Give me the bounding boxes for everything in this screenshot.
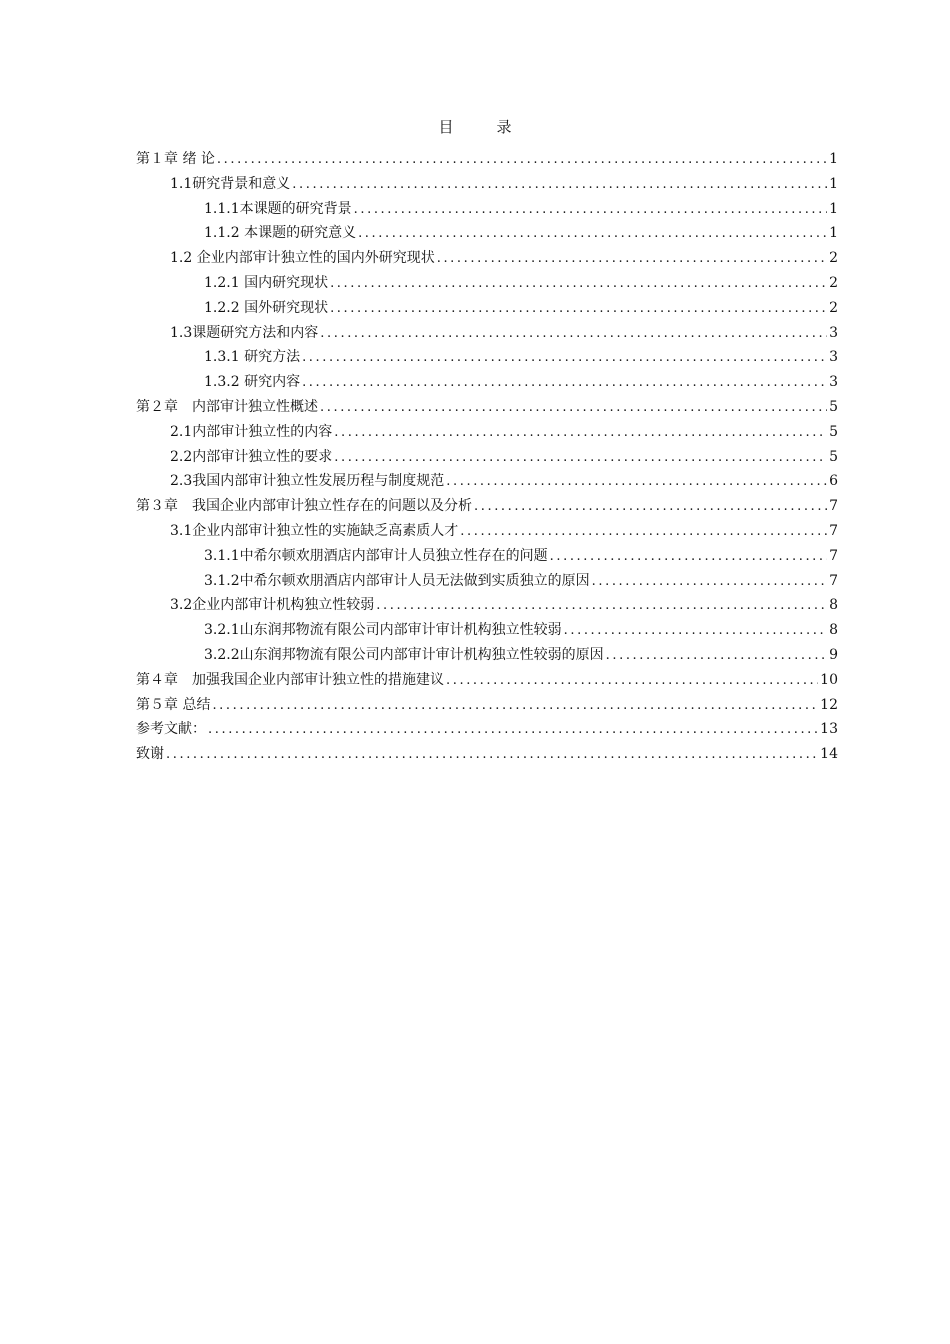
- toc-entry-text: 第４章 加强我国企业内部审计独立性的措施建议: [136, 671, 444, 688]
- toc-entry-text: 1.3课题研究方法和内容: [170, 324, 319, 341]
- toc-entry[interactable]: [136, 420, 838, 445]
- toc-dot-leader: [320, 396, 827, 421]
- toc-page-number: 8: [829, 597, 838, 614]
- toc-entry-text: 1.3.2 研究内容: [204, 374, 301, 391]
- toc-entry-text: 2.2内部审计独立性的要求: [170, 448, 333, 465]
- toc-page-number: 3: [829, 374, 838, 391]
- toc-entry-text: 2.3我国内部审计独立性发展历程与制度规范: [170, 473, 445, 490]
- toc-page-number: 10: [820, 671, 838, 688]
- toc-entry[interactable]: [136, 494, 838, 519]
- toc-page-number: 3: [829, 349, 838, 366]
- toc-dot-leader: [460, 520, 827, 545]
- toc-page-number: 13: [820, 721, 838, 738]
- toc-entry-text: 3.1.2中希尔顿欢朋酒店内部审计人员无法做到实质独立的原因: [204, 572, 590, 589]
- toc-dot-leader: [302, 371, 827, 396]
- toc-page-number: 5: [829, 398, 838, 415]
- toc-entry[interactable]: [136, 717, 838, 742]
- toc-page-number: 3: [829, 324, 838, 341]
- toc-dot-leader: [330, 272, 827, 297]
- toc-entry-text: 3.1.1中希尔顿欢朋酒店内部审计人员独立性存在的问题: [204, 547, 548, 564]
- toc-entry-text: 参考文献：: [136, 721, 206, 738]
- toc-page-number: 5: [829, 448, 838, 465]
- toc-page-number: 12: [820, 696, 838, 713]
- toc-entry-text: 1.2 企业内部审计独立性的国内外研究现状: [170, 250, 435, 267]
- toc-dot-leader: [550, 545, 827, 570]
- toc-dot-leader: [474, 495, 827, 520]
- toc-dot-leader: [292, 173, 827, 198]
- toc-dot-leader: [320, 322, 827, 347]
- toc-page-number: 7: [829, 547, 838, 564]
- toc-title: 目 录: [438, 118, 526, 136]
- toc-dot-leader: [217, 148, 827, 173]
- toc-dot-leader: [208, 718, 818, 743]
- toc-page-number: 7: [829, 522, 838, 539]
- toc-entry[interactable]: [136, 271, 838, 296]
- toc-entry-text: 2.1内部审计独立性的内容: [170, 423, 333, 440]
- toc-dot-leader: [437, 247, 827, 272]
- toc-page-number: 9: [829, 646, 838, 663]
- toc-entry[interactable]: [136, 593, 838, 618]
- toc-entry-text: 第２章 内部审计独立性概述: [136, 398, 318, 415]
- toc-dot-leader: [358, 222, 827, 247]
- toc-page-number: 1: [829, 200, 838, 217]
- toc-entry-text: 致谢: [136, 746, 164, 763]
- toc-entry-text: 第５章 总结: [136, 696, 211, 713]
- toc-entry-text: 3.1企业内部审计独立性的实施缺乏高素质人才: [170, 522, 459, 539]
- toc-entry[interactable]: [136, 618, 838, 643]
- toc-list: [136, 147, 838, 767]
- toc-entry[interactable]: [136, 544, 838, 569]
- toc-entry[interactable]: [136, 172, 838, 197]
- toc-entry[interactable]: [136, 469, 838, 494]
- toc-entry-text: 3.2企业内部审计机构独立性较弱: [170, 597, 375, 614]
- toc-entry[interactable]: [136, 643, 838, 668]
- toc-entry-text: 1.1.2 本课题的研究意义: [204, 225, 357, 242]
- toc-entry[interactable]: [136, 742, 838, 767]
- toc-page-number: 2: [829, 299, 838, 316]
- toc-entry[interactable]: [136, 246, 838, 271]
- toc-entry-text: 1.1.1本课题的研究背景: [204, 200, 352, 217]
- toc-entry[interactable]: [136, 693, 838, 718]
- toc-entry-text: 1.3.1 研究方法: [204, 349, 301, 366]
- toc-entry-text: 第１章 绪 论: [136, 151, 215, 167]
- toc-entry[interactable]: [136, 197, 838, 222]
- toc-dot-leader: [166, 743, 818, 768]
- toc-entry[interactable]: [136, 221, 838, 246]
- toc-page-number: 7: [829, 498, 838, 515]
- toc-entry-text: 1.2.1 国内研究现状: [204, 274, 329, 291]
- toc-entry-text: 1.2.2 国外研究现状: [204, 299, 329, 316]
- toc-entry[interactable]: [136, 668, 838, 693]
- toc-entry-text: 3.2.2山东润邦物流有限公司内部审计审计机构独立性较弱的原因: [204, 646, 604, 663]
- toc-page-number: 5: [829, 423, 838, 440]
- toc-entry[interactable]: [136, 370, 838, 395]
- toc-page-number: 2: [829, 274, 838, 291]
- toc-dot-leader: [592, 570, 827, 595]
- toc-dot-leader: [334, 446, 827, 471]
- toc-page-number: 14: [820, 746, 838, 763]
- toc-entry[interactable]: [136, 321, 838, 346]
- toc-page-number: 1: [829, 175, 838, 192]
- toc-entry[interactable]: [136, 519, 838, 544]
- toc-page-number: 1: [829, 225, 838, 242]
- toc-entry-text: 1.1研究背景和意义: [170, 175, 291, 192]
- toc-dot-leader: [446, 470, 827, 495]
- toc-dot-leader: [564, 619, 827, 644]
- toc-page-number: 8: [829, 622, 838, 639]
- toc-entry[interactable]: [136, 569, 838, 594]
- toc-dot-leader: [376, 594, 827, 619]
- toc-dot-leader: [330, 297, 827, 322]
- toc-dot-leader: [334, 421, 827, 446]
- toc-entry-text: 3.2.1山东润邦物流有限公司内部审计审计机构独立性较弱: [204, 622, 562, 639]
- toc-entry[interactable]: [136, 395, 838, 420]
- toc-page-number: 6: [829, 473, 838, 490]
- toc-entry[interactable]: [136, 345, 838, 370]
- toc-dot-leader: [354, 198, 827, 223]
- toc-page-number: 1: [829, 151, 838, 167]
- toc-dot-leader: [606, 644, 827, 669]
- toc-entry-text: 第３章 我国企业内部审计独立性存在的问题以及分析: [136, 498, 472, 515]
- toc-page-number: 7: [829, 572, 838, 589]
- toc-entry[interactable]: [136, 147, 838, 172]
- toc-dot-leader: [446, 669, 818, 694]
- toc-entry[interactable]: [136, 445, 838, 470]
- toc-dot-leader: [212, 694, 818, 719]
- toc-entry[interactable]: [136, 296, 838, 321]
- toc-page-number: 2: [829, 250, 838, 267]
- toc-dot-leader: [302, 346, 827, 371]
